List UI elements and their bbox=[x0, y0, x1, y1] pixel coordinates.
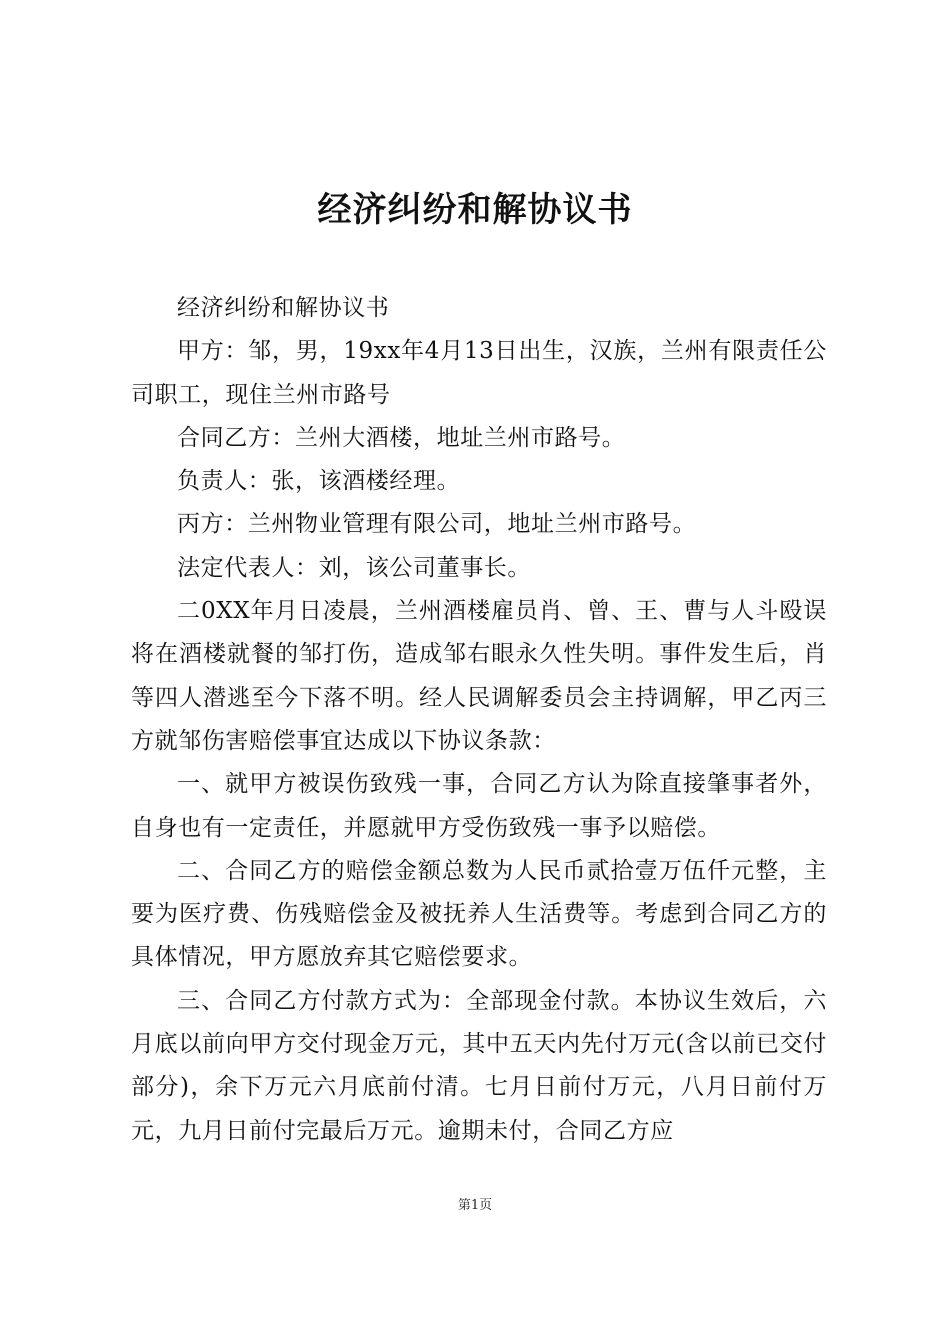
paragraph-clause-3: 三、合同乙方付款方式为：全部现金付款。本协议生效后，六月底以前向甲方交付现金万元，其中五天内先付万元(含以前已交付部分)，余下万元六月底前付清。七月日前付万元，八月日前付万元，九月日前付完最后万元。逾期未付，合同乙方应 bbox=[131, 987, 827, 1144]
paragraph-clause-1: 一、就甲方被误伤致残一事，合同乙方认为除直接肇事者外，自身也有一定责任，并愿就甲方受伤致残一事予以赔偿。 bbox=[131, 771, 827, 841]
document-title: 经济纠纷和解协议书 bbox=[317, 190, 633, 230]
document-body bbox=[131, 287, 827, 1153]
paragraph-party-b-manager: 负责人：张，该酒楼经理。 bbox=[177, 468, 461, 495]
paragraph-incident: 二0XX年月日凌晨，兰州酒楼雇员肖、曾、王、曹与人斗殴误将在酒楼就餐的邹打伤，造成邹右眼永久性失明。事件发生后，肖等四人潜逃至今下落不明。经人民调解委员会主持调解，甲乙丙三方就邹伤害赔偿事宜达成以下协议条款： bbox=[131, 598, 827, 754]
paragraph-party-c-representative: 法定代表人：刘，该公司董事长。 bbox=[177, 554, 531, 581]
page-number: 第1页 bbox=[457, 1198, 493, 1213]
paragraph-clause-2: 二、合同乙方的赔偿金额总数为人民币贰拾壹万伍仟元整，主要为医疗费、伤残赔偿金及被抚养人生活费等。考虑到合同乙方的具体情况，甲方愿放弃其它赔偿要求。 bbox=[131, 857, 827, 971]
paragraph-party-b: 合同乙方：兰州大酒楼，地址兰州市路号。 bbox=[177, 424, 626, 451]
paragraph-party-c: 丙方：兰州物业管理有限公司，地址兰州市路号。 bbox=[177, 511, 697, 538]
paragraph-heading-repeat: 经济纠纷和解协议书 bbox=[177, 295, 390, 321]
paragraph-party-a: 甲方：邹，男，19xx年4月13日出生，汉族，兰州有限责任公司职工，现住兰州市路号 bbox=[131, 338, 827, 408]
